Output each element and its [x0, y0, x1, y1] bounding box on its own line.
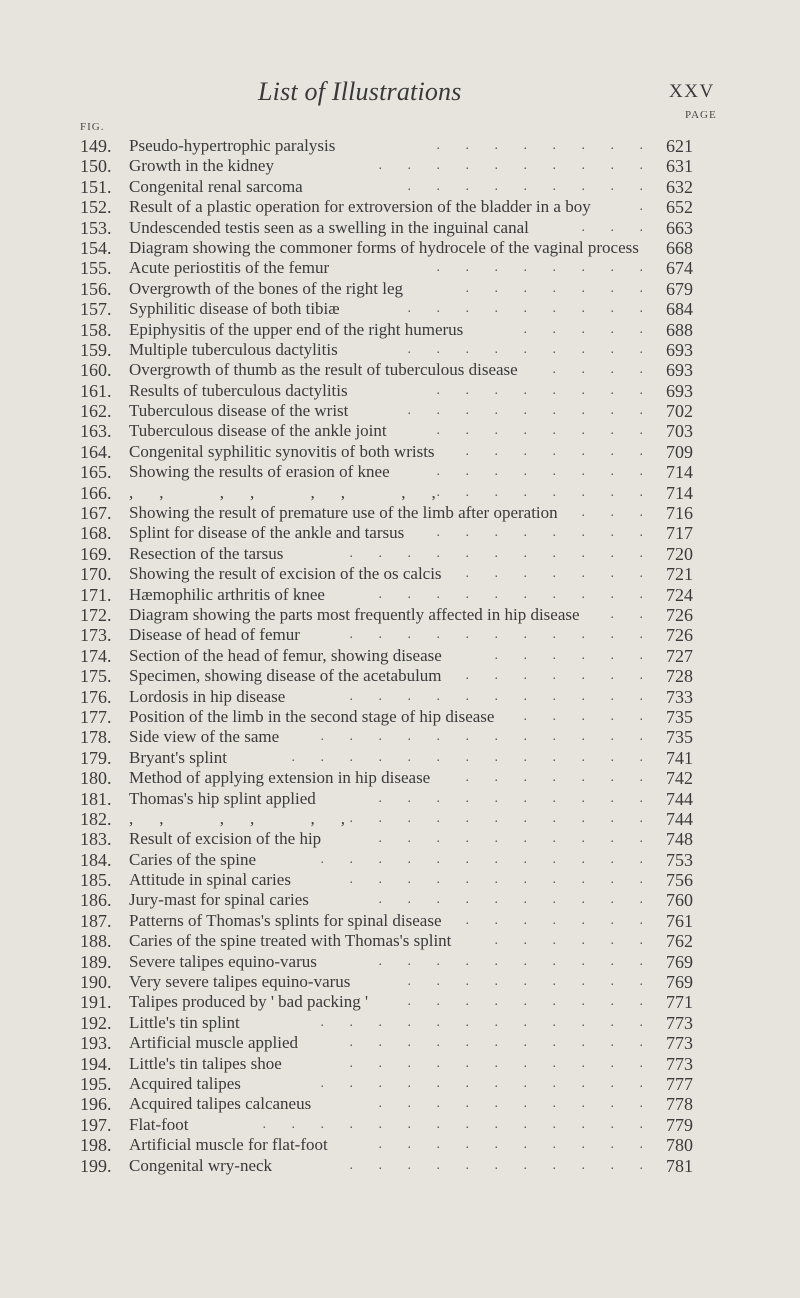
page-reference: 779	[666, 1114, 693, 1135]
page-reference: 761	[666, 910, 693, 931]
list-item	[74, 1135, 724, 1155]
list-item	[74, 442, 724, 462]
figure-title: Bryant's splint	[129, 747, 227, 767]
list-item	[74, 748, 724, 768]
page-reference: 717	[666, 523, 693, 544]
figure-title: Hæmophilic arthritis of knee	[129, 584, 325, 604]
page-reference: 684	[666, 299, 693, 320]
figure-number: 184.	[80, 849, 112, 870]
page-reference: 771	[666, 992, 693, 1013]
figure-number: 194.	[80, 1053, 112, 1074]
figure-title: Tuberculous disease of the wrist	[129, 401, 349, 421]
figure-number: 150.	[80, 156, 112, 177]
figure-title: Caries of the spine	[129, 849, 256, 869]
page-reference: 769	[666, 972, 693, 993]
figure-title: Section of the head of femur, showing disease	[129, 645, 442, 665]
dot-leader: . . . . . . . . . .	[378, 831, 654, 847]
figure-number: 172.	[80, 604, 112, 625]
fig-column-label: FIG.	[80, 121, 105, 133]
list-item	[74, 381, 724, 401]
figure-title: Patterns of Thomas's splints for spinal disease	[129, 910, 442, 930]
page-reference: 674	[666, 258, 693, 279]
dot-leader: . . . . . . . . .	[407, 974, 654, 990]
figure-number: 168.	[80, 523, 112, 544]
dot-leader: . . . . . . . .	[436, 423, 654, 439]
dot-leader: . . . . . . .	[465, 912, 654, 928]
figure-number: 170.	[80, 564, 112, 585]
list-item	[74, 931, 724, 951]
page-reference: 728	[666, 666, 693, 687]
page-reference: 663	[666, 217, 693, 238]
figure-title: Congenital syphilitic synovitis of both wrists	[129, 441, 435, 461]
list-item	[74, 503, 724, 523]
list-item	[74, 197, 724, 217]
dot-leader: . . . . . . . . . . .	[349, 688, 654, 704]
figure-title: Tuberculous disease of the ankle joint	[129, 421, 387, 441]
page-reference: 652	[666, 197, 693, 218]
figure-number: 173.	[80, 625, 112, 646]
figure-title: Flat-foot	[129, 1114, 189, 1134]
page-reference: 753	[666, 849, 693, 870]
page-reference: 733	[666, 686, 693, 707]
list-item	[74, 218, 724, 238]
dot-leader: . . . . . . .	[465, 668, 654, 684]
dot-leader: . . .	[581, 505, 654, 521]
figure-number: 163.	[80, 421, 112, 442]
list-item	[74, 605, 724, 625]
figure-number: 179.	[80, 747, 112, 768]
figure-number: 157.	[80, 299, 112, 320]
list-item	[74, 809, 724, 829]
page-reference: 714	[666, 482, 693, 503]
page-reference: 668	[666, 237, 693, 258]
list-item	[74, 421, 724, 441]
dot-leader: . . . . . . . . . .	[378, 953, 654, 969]
dot-leader: . . . . . . . . . . .	[349, 627, 654, 643]
figure-title: Diagram showing the parts most frequently affected in hip disease	[129, 604, 580, 624]
figure-number: 162.	[80, 401, 112, 422]
dot-leader: . . . . . . . .	[436, 138, 654, 153]
figure-number: 156.	[80, 278, 112, 299]
figure-number: 176.	[80, 686, 112, 707]
figure-number: 161.	[80, 380, 112, 401]
page-reference: 778	[666, 1094, 693, 1115]
page-reference: 773	[666, 1012, 693, 1033]
figure-title: Specimen, showing disease of the acetabulum	[129, 666, 442, 686]
list-item	[74, 462, 724, 482]
list-item	[74, 340, 724, 360]
dot-leader: . . . . . . . .	[436, 382, 654, 398]
dot-leader: . . . . . .	[494, 647, 654, 663]
figure-number: 158.	[80, 319, 112, 340]
dot-leader: . . . . . . . . . .	[378, 790, 654, 806]
figure-number: 154.	[80, 237, 112, 258]
page-reference: 709	[666, 441, 693, 462]
figure-title: Growth in the kidney	[129, 156, 274, 176]
list-item	[74, 952, 724, 972]
list-item	[74, 483, 724, 503]
figure-title: Syphilitic disease of both tibiæ	[129, 299, 340, 319]
page-reference: 726	[666, 625, 693, 646]
page-reference: 720	[666, 543, 693, 564]
page-reference: 744	[666, 788, 693, 809]
list-item	[74, 911, 724, 931]
figure-number: 151.	[80, 176, 112, 197]
list-item	[74, 299, 724, 319]
figure-title: Congenital wry-neck	[129, 1155, 273, 1175]
list-item	[74, 727, 724, 747]
dot-leader: . . . .	[552, 362, 654, 378]
figure-title: Showing the results of erasion of knee	[129, 462, 390, 482]
page-reference: 773	[666, 1053, 693, 1074]
figure-number: 197.	[80, 1114, 112, 1135]
figure-number: 171.	[80, 584, 112, 605]
figure-number: 198.	[80, 1135, 112, 1156]
figure-number: 159.	[80, 339, 112, 360]
dot-leader: . . . . . . . . . . . .	[320, 851, 654, 867]
dot-leader: . . . . . . . . . . . . .	[291, 749, 654, 765]
dot-leader: . . . . .	[523, 321, 654, 337]
page-reference: 741	[666, 747, 693, 768]
figure-title: Result of excision of the hip	[129, 829, 322, 849]
list-item	[74, 870, 724, 890]
page-reference: 735	[666, 727, 693, 748]
list-item	[74, 585, 724, 605]
dot-leader: . . . . . . . .	[436, 464, 654, 480]
figure-title: Little's tin talipes shoe	[129, 1053, 282, 1073]
figure-number: 183.	[80, 829, 112, 850]
dot-leader: . . . . . . .	[465, 443, 654, 459]
figure-title: Artificial muscle for flat-foot	[129, 1135, 328, 1155]
dot-leader: . . . . . . . . . . .	[349, 1157, 654, 1173]
figure-number: 193.	[80, 1033, 112, 1054]
page-reference: 727	[666, 645, 693, 666]
dot-leader: . . . . . . . .	[436, 525, 654, 541]
figure-title: Results of tuberculous dactylitis	[129, 380, 348, 400]
figure-title: Method of applying extension in hip disease	[129, 768, 431, 788]
figure-number: 191.	[80, 992, 112, 1013]
page-number: XXV	[669, 81, 715, 102]
figure-number: 167.	[80, 503, 112, 524]
dot-leader: . . . . . . . . . . .	[349, 1035, 654, 1051]
page-reference: 716	[666, 503, 693, 524]
list-item	[74, 768, 724, 788]
dot-leader: . . . . . . . . .	[407, 341, 654, 357]
figure-number: 174.	[80, 645, 112, 666]
list-item	[74, 829, 724, 849]
figure-number: 166.	[80, 482, 112, 503]
figure-number: 189.	[80, 951, 112, 972]
dot-leader: . . . . . . . . . . .	[349, 545, 654, 561]
figure-title: Position of the limb in the second stage of hip disease	[129, 706, 495, 726]
figure-title: Undescended testis seen as a swelling in the inguinal canal	[129, 217, 529, 237]
dot-leader: . . . . . .	[494, 933, 654, 949]
dot-leader: . . . . . . . . . . .	[349, 872, 654, 888]
list-item	[74, 789, 724, 809]
figure-number: 153.	[80, 217, 112, 238]
list-item	[74, 564, 724, 584]
figure-title: Artificial muscle applied	[129, 1033, 298, 1053]
figure-title: Caries of the spine treated with Thomas's splint	[129, 931, 452, 951]
dot-leader: . . . . .	[523, 708, 654, 724]
figure-title: Diagram showing the commoner forms of hydrocele of the vaginal process	[129, 237, 639, 257]
dot-leader: . .	[610, 606, 654, 622]
list-item	[74, 1156, 724, 1176]
figure-number: 149.	[80, 136, 112, 156]
figure-number: 164.	[80, 441, 112, 462]
page-reference: 621	[666, 136, 693, 156]
page-reference: 679	[666, 278, 693, 299]
page-reference: 769	[666, 951, 693, 972]
figure-title: Overgrowth of thumb as the result of tuberculous disease	[129, 360, 518, 380]
figure-number: 155.	[80, 258, 112, 279]
figure-title: Overgrowth of the bones of the right leg	[129, 278, 403, 298]
figure-title: Acute periostitis of the femur	[129, 258, 330, 278]
dot-leader: . . . . . . . . . . .	[349, 810, 654, 826]
list-item	[74, 320, 724, 340]
list-item	[74, 523, 724, 543]
figure-title: Jury-mast for spinal caries	[129, 890, 309, 910]
figure-number: 190.	[80, 972, 112, 993]
page-reference: 756	[666, 870, 693, 891]
figure-number: 165.	[80, 462, 112, 483]
page-reference: 777	[666, 1073, 693, 1094]
figure-title: Congenital renal sarcoma	[129, 176, 303, 196]
list-item	[74, 1054, 724, 1074]
list-item	[74, 544, 724, 564]
figure-number: 177.	[80, 706, 112, 727]
figure-title: Disease of head of femur	[129, 625, 300, 645]
figure-title: Acquired talipes	[129, 1073, 241, 1093]
figure-title: Showing the result of premature use of the limb after operation	[129, 503, 558, 523]
page-reference: 693	[666, 360, 693, 381]
page-reference: 693	[666, 380, 693, 401]
page-reference: 726	[666, 604, 693, 625]
figure-title: ,, ,, ,, ,,	[129, 482, 462, 502]
dot-leader: . . . . . . . . . .	[378, 892, 654, 908]
list-item	[74, 136, 724, 156]
list-item	[74, 646, 724, 666]
list-item	[74, 666, 724, 686]
dot-leader: . . . . . . . . . . .	[349, 1055, 654, 1071]
figure-title: Very severe talipes equino-varus	[129, 972, 351, 992]
list-item	[74, 238, 724, 258]
figure-title: Acquired talipes calcaneus	[129, 1094, 312, 1114]
list-item	[74, 401, 724, 421]
list-item	[74, 360, 724, 380]
figure-number: 199.	[80, 1155, 112, 1176]
figure-number: 186.	[80, 890, 112, 911]
list-item	[74, 707, 724, 727]
list-item	[74, 1074, 724, 1094]
list-item	[74, 1033, 724, 1053]
figure-number: 182.	[80, 808, 112, 829]
dot-leader: . . . . . . . . .	[407, 403, 654, 419]
figure-number: 169.	[80, 543, 112, 564]
figure-number: 192.	[80, 1012, 112, 1033]
figure-title: Pseudo-hypertrophic paralysis	[129, 136, 336, 155]
page-reference: 780	[666, 1135, 693, 1156]
page-column-label: PAGE	[685, 109, 717, 121]
dot-leader: . . . . . . .	[465, 280, 654, 296]
dot-leader: .	[639, 199, 654, 215]
dot-leader: . . . . . . .	[465, 770, 654, 786]
figure-number: 181.	[80, 788, 112, 809]
dot-leader: . . . . . . . . . . . .	[320, 1075, 654, 1091]
figure-title: Side view of the same	[129, 727, 280, 747]
page-reference: 773	[666, 1033, 693, 1054]
list-item	[74, 625, 724, 645]
page-reference: 714	[666, 462, 693, 483]
figure-title: Splint for disease of the ankle and tarsus	[129, 523, 405, 543]
list-item	[74, 992, 724, 1012]
list-item	[74, 156, 724, 176]
dot-leader: . . . . . . . . . .	[378, 586, 654, 602]
figure-title: Thomas's hip splint applied	[129, 788, 316, 808]
dot-leader: . . . . . . . . . .	[378, 1137, 654, 1153]
page-reference: 721	[666, 564, 693, 585]
figure-title: Result of a plastic operation for extroversion of the bladder in a boy	[129, 197, 591, 217]
page-reference: 744	[666, 808, 693, 829]
dot-leader: . . . . . . . . . . . .	[320, 1014, 654, 1030]
dot-leader: . . . . . . . .	[436, 260, 654, 276]
dot-leader: . . .	[581, 219, 654, 235]
dot-leader: . . . . . . . .	[436, 484, 654, 500]
illustration-list	[74, 136, 724, 1176]
figure-number: 185.	[80, 870, 112, 891]
figure-number: 187.	[80, 910, 112, 931]
list-item	[74, 1115, 724, 1135]
figure-title: Epiphysitis of the upper end of the right humerus	[129, 319, 464, 339]
page-reference: 688	[666, 319, 693, 340]
figure-number: 188.	[80, 931, 112, 952]
figure-number: 160.	[80, 360, 112, 381]
page-reference: 724	[666, 584, 693, 605]
page-reference: 632	[666, 176, 693, 197]
figure-title: Talipes produced by ' bad packing '	[129, 992, 369, 1012]
page-reference: 693	[666, 339, 693, 360]
list-item	[74, 1094, 724, 1114]
figure-title: Resection of the tarsus	[129, 543, 284, 563]
dot-leader: . . . . . . . . . .	[378, 158, 654, 174]
figure-title: Little's tin splint	[129, 1012, 240, 1032]
page-reference: 735	[666, 706, 693, 727]
page-reference: 703	[666, 421, 693, 442]
figure-number: 178.	[80, 727, 112, 748]
list-item	[74, 972, 724, 992]
list-item	[74, 279, 724, 299]
dot-leader: . . . . . . . . . . . .	[320, 729, 654, 745]
page-reference: 742	[666, 768, 693, 789]
figure-title: Lordosis in hip disease	[129, 686, 286, 706]
list-item	[74, 258, 724, 278]
page-reference: 748	[666, 829, 693, 850]
list-item	[74, 1013, 724, 1033]
figure-title: Multiple tuberculous dactylitis	[129, 339, 338, 359]
dot-leader: . . . . . . . . . . . . . .	[262, 1116, 654, 1132]
figure-number: 196.	[80, 1094, 112, 1115]
running-head: List of Illustrations	[258, 77, 462, 106]
figure-title: Severe talipes equino-varus	[129, 951, 317, 971]
figure-title: Showing the result of excision of the os calcis	[129, 564, 442, 584]
figure-number: 180.	[80, 768, 112, 789]
page-reference: 781	[666, 1155, 693, 1176]
figure-title: ,, ,, ,,	[129, 808, 371, 828]
dot-leader: . . . . . . . . .	[407, 178, 654, 194]
dot-leader: . . . . . . . . . .	[378, 1096, 654, 1112]
page-reference: 760	[666, 890, 693, 911]
figure-number: 195.	[80, 1073, 112, 1094]
list-item	[74, 890, 724, 910]
dot-leader: . . . . . . .	[465, 566, 654, 582]
figure-title: Attitude in spinal caries	[129, 870, 291, 890]
figure-number: 175.	[80, 666, 112, 687]
page-reference: 762	[666, 931, 693, 952]
list-item	[74, 687, 724, 707]
page-reference: 631	[666, 156, 693, 177]
dot-leader: . . . . . . . . .	[407, 301, 654, 317]
figure-number: 152.	[80, 197, 112, 218]
list-item	[74, 177, 724, 197]
list-item	[74, 850, 724, 870]
page-reference: 702	[666, 401, 693, 422]
dot-leader: . . . . . . . . .	[407, 994, 654, 1010]
